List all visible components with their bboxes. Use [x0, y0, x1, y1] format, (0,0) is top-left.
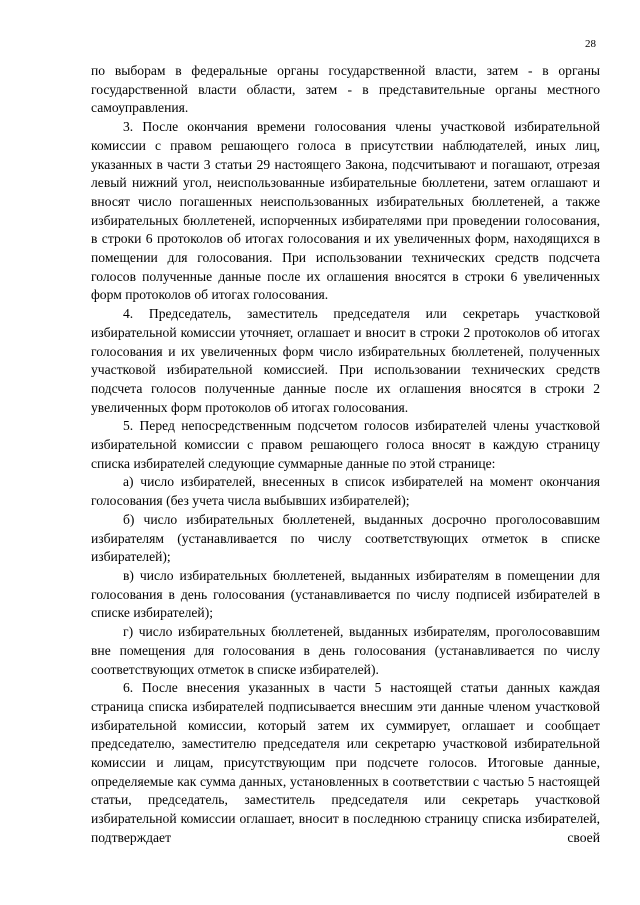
- page-number: 28: [585, 38, 596, 50]
- subitem-a: а) число избирателей, внесенных в список избирателей на момент окончания голосования (без учета числа выбывших избирателей);: [91, 474, 600, 509]
- document-body: [91, 62, 600, 848]
- paragraph-continuation: по выборам в федеральные органы государственной власти, затем - в органы государственной власти области, затем - в представительные органы местного самоуправления.: [91, 63, 600, 116]
- paragraph-item-5: 5. Перед непосредственным подсчетом голосов избирателей члены участковой избирательной комиссии с правом решающего голоса вносят в каждую страницу списка избирателей следующие суммарные данные по этой странице:: [91, 418, 600, 471]
- subitem-v: в) число избирательных бюллетеней, выданных избирателям в помещении для голосования в день голосования (устанавливается по числу подписей избирателей в списке избирателей);: [91, 567, 600, 621]
- paragraph-item-3: 3. После окончания времени голосования члены участковой избирательной комиссии с правом решающего голоса в присутствии наблюдателей, иных лиц, указанных в части 3 статьи 29 настоящего Закона, подсчитывают и погашают, отрезая левый нижний угол, неиспользованные избирательные бюллетени, затем оглашают и вносят число погашенных неиспользованных избирательных бюллетеней, а также избирательных бюллетеней, испорченных избирателями при проведении голосования, в строки 6 протоколов об итогах голосования и их увеличенных форм, находящихся в помещении для голосования. При использовании технических средств подсчета голосов полученные данные после их оглашения вносятся в строки 6 увеличенных форм протоколов об итогах голосования.: [91, 119, 600, 303]
- paragraph-item-4: 4. Председатель, заместитель председателя или секретарь участковой избирательной комиссии уточняет, оглашает и вносит в строки 2 протоколов об итогах голосования и их увеличенных форм число избирательных бюллетеней, полученных участковой избирательной комиссией. При использовании технических средств подсчета голосов полученные данные после их оглашения вносятся в строки 2 увеличенных форм протоколов об итогах голосования.: [91, 306, 600, 415]
- subitem-b: б) число избирательных бюллетеней, выданных досрочно проголосовавшим избирателям (устанавливается по числу соответствующих отметок в списке избирателей);: [91, 511, 600, 565]
- paragraph-item-6: 6. После внесения указанных в части 5 настоящей статьи данных каждая страница списка избирателей подписывается внесшим эти данные членом участковой избирательной комиссии, который затем их суммирует, оглашает и сообщает председателю, заместителю председателя или секретарю участковой избирательной комиссии и лицам, присутствующим при подсчете голосов. Итоговые данные, определяемые как сумма данных, установленных в соответствии с частью 5 настоящей статьи, председатель, заместитель председателя или секретарь участковой избирательной комиссии оглашает, вносит в последнюю страницу списка избирателей, подтверждает своей: [91, 680, 600, 845]
- subitem-g: г) число избирательных бюллетеней, выданных избирателям, проголосовавшим вне помещения для голосования в день голосования (устанавливается по числу соответствующих отметок в списке избирателей).: [91, 624, 600, 677]
